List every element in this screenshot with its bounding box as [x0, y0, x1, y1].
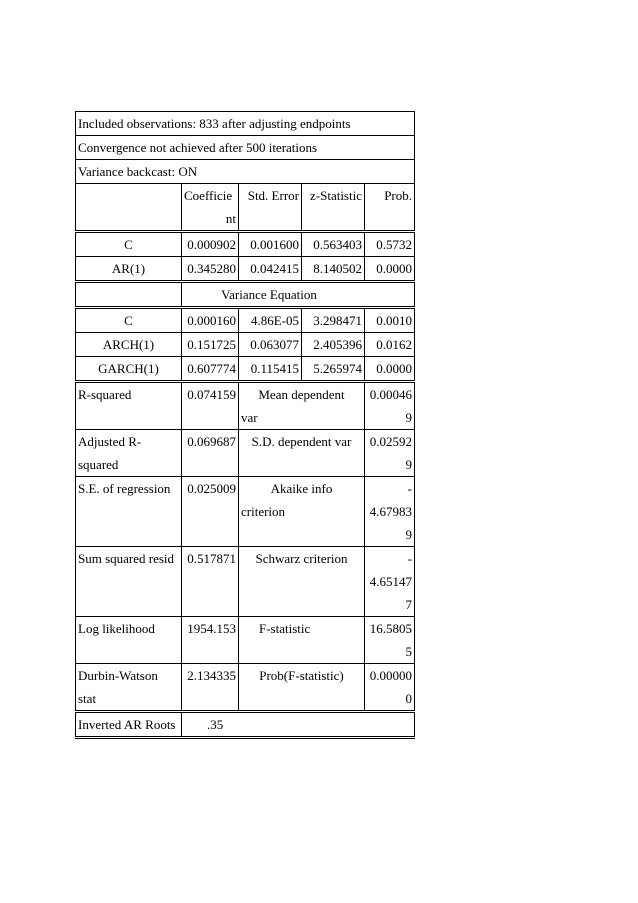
stat-value-right [365, 617, 415, 664]
coefficient-header [182, 184, 239, 232]
stat-value-right [365, 547, 415, 617]
variable-name: C [76, 232, 182, 257]
stat-value: 0.074159 [182, 382, 239, 430]
stat-label-right: Schwarz criterion [239, 547, 365, 617]
stat-value-right-line2: 9 [405, 410, 413, 425]
stat-value: 0.517871 [182, 547, 239, 617]
z-statistic-value: 5.265974 [302, 357, 365, 382]
stat-label: Log likelihood [76, 617, 182, 664]
observations-text: Included observations: 833 after adjusting endpoints [76, 112, 415, 136]
prob-value: 0.0000 [365, 357, 415, 382]
coefficient-value: 0.151725 [182, 333, 239, 357]
stat-row [76, 477, 415, 547]
stat-label-line1: Durbin-Watson [78, 668, 158, 683]
backcast-text: Variance backcast: ON [76, 160, 415, 184]
stat-value-right-line1: 0.02592 [369, 434, 413, 449]
stat-value-right-line1: - [407, 481, 413, 496]
std-error-value: 0.001600 [239, 232, 302, 257]
variance-title-row [76, 282, 415, 308]
coef-header-line1: Coefficie [184, 188, 233, 203]
stat-row [76, 430, 415, 477]
stat-value-right-line2: 0 [405, 691, 413, 706]
z-statistic-value: 3.298471 [302, 308, 365, 333]
stat-value: 0.025009 [182, 477, 239, 547]
stat-value-right-line3: 7 [405, 597, 413, 612]
stat-value-right [365, 382, 415, 430]
stat-value-right-line2: 9 [405, 457, 413, 472]
stat-label-line2: stat [78, 691, 97, 706]
stat-label-right [239, 477, 365, 547]
variance-equation-title: Variance Equation [182, 282, 415, 308]
stat-value-right [365, 430, 415, 477]
stat-label [76, 430, 182, 477]
stat-label-right-line2: criterion [241, 504, 286, 519]
table-row [76, 308, 415, 333]
stat-value-right [365, 664, 415, 712]
stat-label: S.E. of regression [76, 477, 182, 547]
stat-label [76, 664, 182, 712]
regression-output [75, 111, 414, 739]
stat-value-right-line2: 4.67983 [369, 504, 413, 519]
std-error-header: Std. Error [239, 184, 302, 232]
prob-value: 0.0010 [365, 308, 415, 333]
stat-label-right-line1: Akaike info [270, 481, 333, 496]
estimation-table [75, 111, 415, 739]
table-row [76, 232, 415, 257]
stat-label-line1: R-squared [78, 387, 132, 402]
stat-label-right-line2: var [241, 410, 258, 425]
table-row [76, 357, 415, 382]
stat-value: 2.134335 [182, 664, 239, 712]
prob-value: 0.0000 [365, 257, 415, 282]
std-error-value: 0.042415 [239, 257, 302, 282]
prob-value: 0.0162 [365, 333, 415, 357]
table-row [76, 257, 415, 282]
variable-name: AR(1) [76, 257, 182, 282]
prob-header: Prob. [365, 184, 415, 232]
stat-label-right: Prob(F-statistic) [239, 664, 365, 712]
stat-value-right-line2: 5 [405, 644, 413, 659]
header-row [76, 112, 415, 136]
empty-cell [76, 282, 182, 308]
header-row [76, 160, 415, 184]
stat-label-right [239, 382, 365, 430]
variable-name: GARCH(1) [76, 357, 182, 382]
std-error-value: 4.86E-05 [239, 308, 302, 333]
z-statistic-header: z-Statistic [302, 184, 365, 232]
column-header-row [76, 184, 415, 232]
roots-row [76, 712, 415, 738]
z-statistic-value: 8.140502 [302, 257, 365, 282]
convergence-text: Convergence not achieved after 500 iterations [76, 136, 415, 160]
std-error-value: 0.115415 [239, 357, 302, 382]
stat-value-right-line1: 0.00046 [369, 387, 413, 402]
stat-label [76, 382, 182, 430]
variable-name: C [76, 308, 182, 333]
stat-label: Sum squared resid [76, 547, 182, 617]
stat-value: 1954.153 [182, 617, 239, 664]
z-statistic-value: 2.405396 [302, 333, 365, 357]
coefficient-value: 0.345280 [182, 257, 239, 282]
stat-label-right-line1: Mean dependent [258, 387, 345, 402]
coefficient-value: 0.000902 [182, 232, 239, 257]
stat-value: 0.069687 [182, 430, 239, 477]
coefficient-value: 0.607774 [182, 357, 239, 382]
z-statistic-value: 0.563403 [302, 232, 365, 257]
stat-label-line2: squared [78, 457, 119, 472]
coefficient-value: 0.000160 [182, 308, 239, 333]
stat-row [76, 617, 415, 664]
variable-name: ARCH(1) [76, 333, 182, 357]
coef-header-line2: nt [225, 211, 236, 226]
stat-value-right-line2: 4.65147 [369, 574, 413, 589]
stat-label-line1: Adjusted R- [78, 434, 142, 449]
stat-value-right [365, 477, 415, 547]
header-row [76, 136, 415, 160]
stat-label-right: S.D. dependent var [239, 430, 365, 477]
stat-row [76, 547, 415, 617]
prob-value: 0.5732 [365, 232, 415, 257]
roots-value: .35 [182, 712, 415, 738]
stat-value-right-line1: 16.5805 [369, 621, 413, 636]
stat-label-right: F-statistic [239, 617, 365, 664]
table-row [76, 333, 415, 357]
stat-row [76, 664, 415, 712]
std-error-value: 0.063077 [239, 333, 302, 357]
stat-value-right-line1: - [407, 551, 413, 566]
stat-value-right-line1: 0.00000 [369, 668, 413, 683]
stat-row [76, 382, 415, 430]
stat-value-right-line3: 9 [405, 527, 413, 542]
roots-label: Inverted AR Roots [76, 712, 182, 738]
empty-cell [76, 184, 182, 232]
